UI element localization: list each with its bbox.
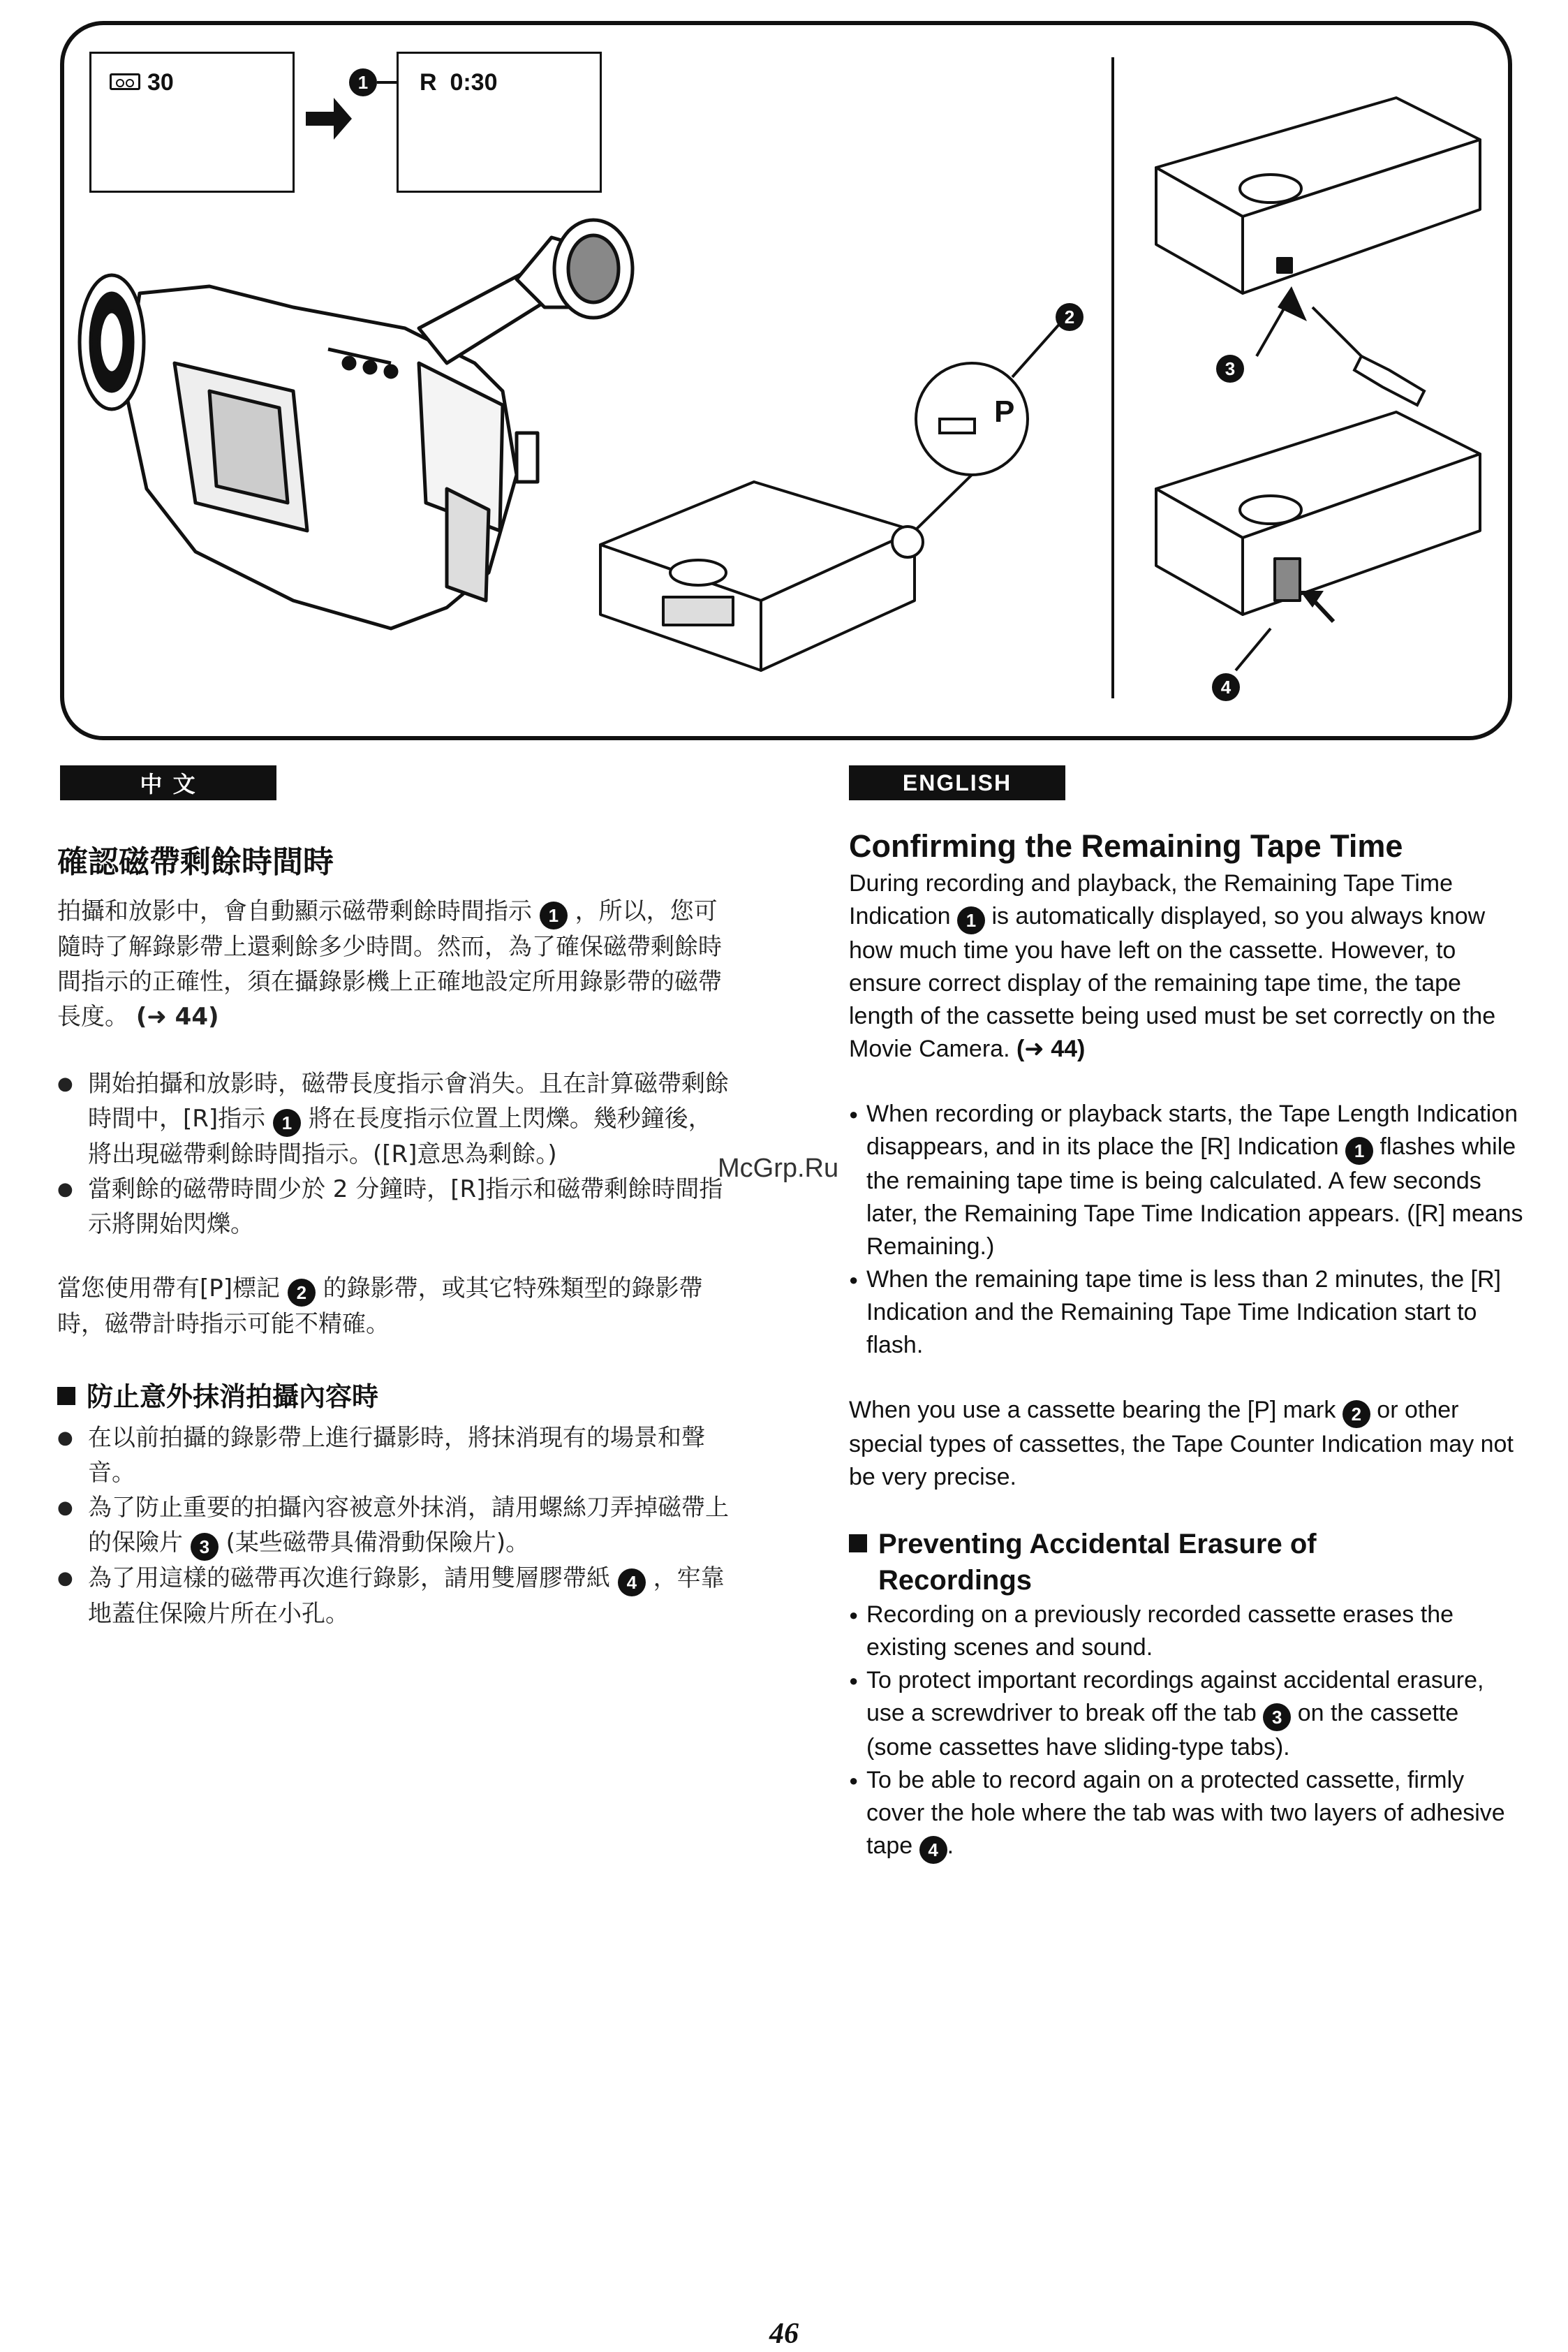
callout-ref-1: 1 — [1345, 1137, 1373, 1165]
callout-2: 2 — [1056, 303, 1083, 331]
p-mark-label: P — [994, 395, 1015, 429]
callout-ref-2: 2 — [1343, 1400, 1370, 1428]
callout-4: 4 — [1212, 673, 1240, 701]
chinese-title: 確認磁帶剩餘時間時 — [57, 844, 334, 880]
lcd-display-after — [397, 52, 602, 193]
list-item: ● 在以前拍攝的錄影帶上進行攝影時，將抹消現有的場景和聲音。 — [57, 1420, 733, 1490]
english-column — [849, 828, 1526, 1864]
page-reference: (➜ 44) — [135, 1003, 219, 1031]
list-item: ● 為了用這樣的磁帶再次進行錄影，請用雙層膠帶紙 4 ，牢靠地蓋住保險片所在小孔。 — [57, 1561, 733, 1631]
callout-ref-3: 3 — [1263, 1703, 1291, 1731]
list-item: ● Recording on a previously recorded cassette erases the existing scenes and sound. — [849, 1598, 1526, 1664]
list-item: ● When the remaining tape time is less than 2 minutes, the [R] Indication and the Remaining Tape Time Indication start to flash. — [849, 1263, 1526, 1362]
callout-ref-4: 4 — [618, 1568, 646, 1596]
chinese-intro: 拍攝和放影中，會自動顯示磁帶剩餘時間指示 1 ，所以，您可隨時了解錄影帶上還剩餘多少時間。然而，為了確保磁帶剩餘時間指示的正確性，須在攝錄影機上正確地設定所用錄影帶的磁帶長度。 (➜ 44) — [57, 897, 722, 1031]
chinese-bullets-1 — [57, 1066, 733, 1242]
callout-ref-4: 4 — [919, 1836, 947, 1864]
cassette-taped — [1156, 412, 1480, 615]
screwdriver-icon — [1312, 307, 1424, 405]
list-item: ● To protect important recordings against accidental erasure, use a screwdriver to break off the tab 3 on the cassette (some cassettes have sliding-type tabs). — [849, 1664, 1526, 1764]
chinese-note: 當您使用帶有[P]標記 2 的錄影帶，或其它特殊類型的錄影帶時，磁帶計時指示可能不精確。 — [57, 1274, 703, 1338]
square-bullet-icon — [57, 1387, 75, 1405]
callout-ref-1: 1 — [540, 902, 568, 929]
page-number: 46 — [769, 2318, 799, 2350]
cassette-tab-break — [1156, 98, 1480, 293]
list-item: ● To be able to record again on a protected cassette, firmly cover the hole where the tab was with two layers of adhesive tape 4 . — [849, 1764, 1526, 1864]
english-section-label: ENGLISH — [849, 765, 1065, 800]
p-mark-magnifier — [892, 314, 1068, 557]
callout-ref-2: 2 — [288, 1279, 316, 1307]
callout-ref-3: 3 — [191, 1533, 219, 1561]
illustration-art — [0, 0, 1568, 754]
english-bullets-2 — [849, 1598, 1526, 1864]
callout-3: 3 — [1216, 355, 1244, 383]
list-item: ● 當剩餘的磁帶時間少於 2 分鐘時，[R]指示和磁帶剩餘時間指示將開始閃爍。 — [57, 1172, 733, 1242]
list-item: ● 開始拍攝和放影時，磁帶長度指示會消失。且在計算磁帶剩餘時間中，[R]指示 1 將在長度指示位置上閃爍。幾秒鐘後，將出現磁帶剩餘時間指示。([R]意思為剩餘。) — [57, 1066, 733, 1172]
figure-divider — [1111, 57, 1114, 698]
cassette-with-p-mark — [600, 482, 915, 670]
right-arrow-icon — [306, 98, 352, 140]
watermark: McGrp.Ru — [718, 1154, 839, 1183]
down-arrow-icon — [1278, 286, 1307, 321]
english-section-title: Preventing Accidental Erasure of Recordings — [849, 1526, 1526, 1598]
camcorder-illustration — [80, 220, 633, 629]
chinese-section-label: 中 文 — [60, 765, 276, 800]
page-reference: (➜ 44) — [1016, 1036, 1086, 1062]
chinese-section-title: 防止意外抹消拍攝內容時 — [57, 1375, 733, 1413]
list-item: ● 為了防止重要的拍攝內容被意外抹消，請用螺絲刀弄掉磁帶上的保險片 3 (某些磁帶具備滑動保險片)。 — [57, 1490, 733, 1561]
remaining-time-indication: R 0:30 — [420, 69, 498, 96]
english-bullets-1 — [849, 1098, 1526, 1362]
english-title: Confirming the Remaining Tape Time — [849, 828, 1403, 864]
english-note: When you use a cassette bearing the [P] mark 2 or other special types of cassettes, the Tape Counter Indication may not be very precise. — [849, 1397, 1514, 1490]
callout-ref-1: 1 — [273, 1109, 301, 1137]
tape-length-indication: 30 — [147, 69, 174, 96]
callout-1: 1 — [349, 68, 377, 96]
chinese-bullets-2 — [57, 1420, 733, 1631]
callout-ref-1: 1 — [957, 906, 985, 934]
chinese-column — [57, 837, 733, 1631]
english-intro: During recording and playback, the Remaining Tape Time Indication 1 is automatically displayed, so you always know how much time you have left on the cassette. However, to ensure correct display of the remaining tape time, the tape length of the cassette being used must be set correctly on the Movie Camera. (➜ 44) — [849, 870, 1496, 1062]
square-bullet-icon — [849, 1534, 867, 1552]
list-item: ● When recording or playback starts, the Tape Length Indication disappears, and in its place the [R] Indication 1 flashes while the remaining tape time is being calculated. A few seconds later, the Remaining Tape Time Indication appears. ([R] means Remaining.) — [849, 1098, 1526, 1263]
